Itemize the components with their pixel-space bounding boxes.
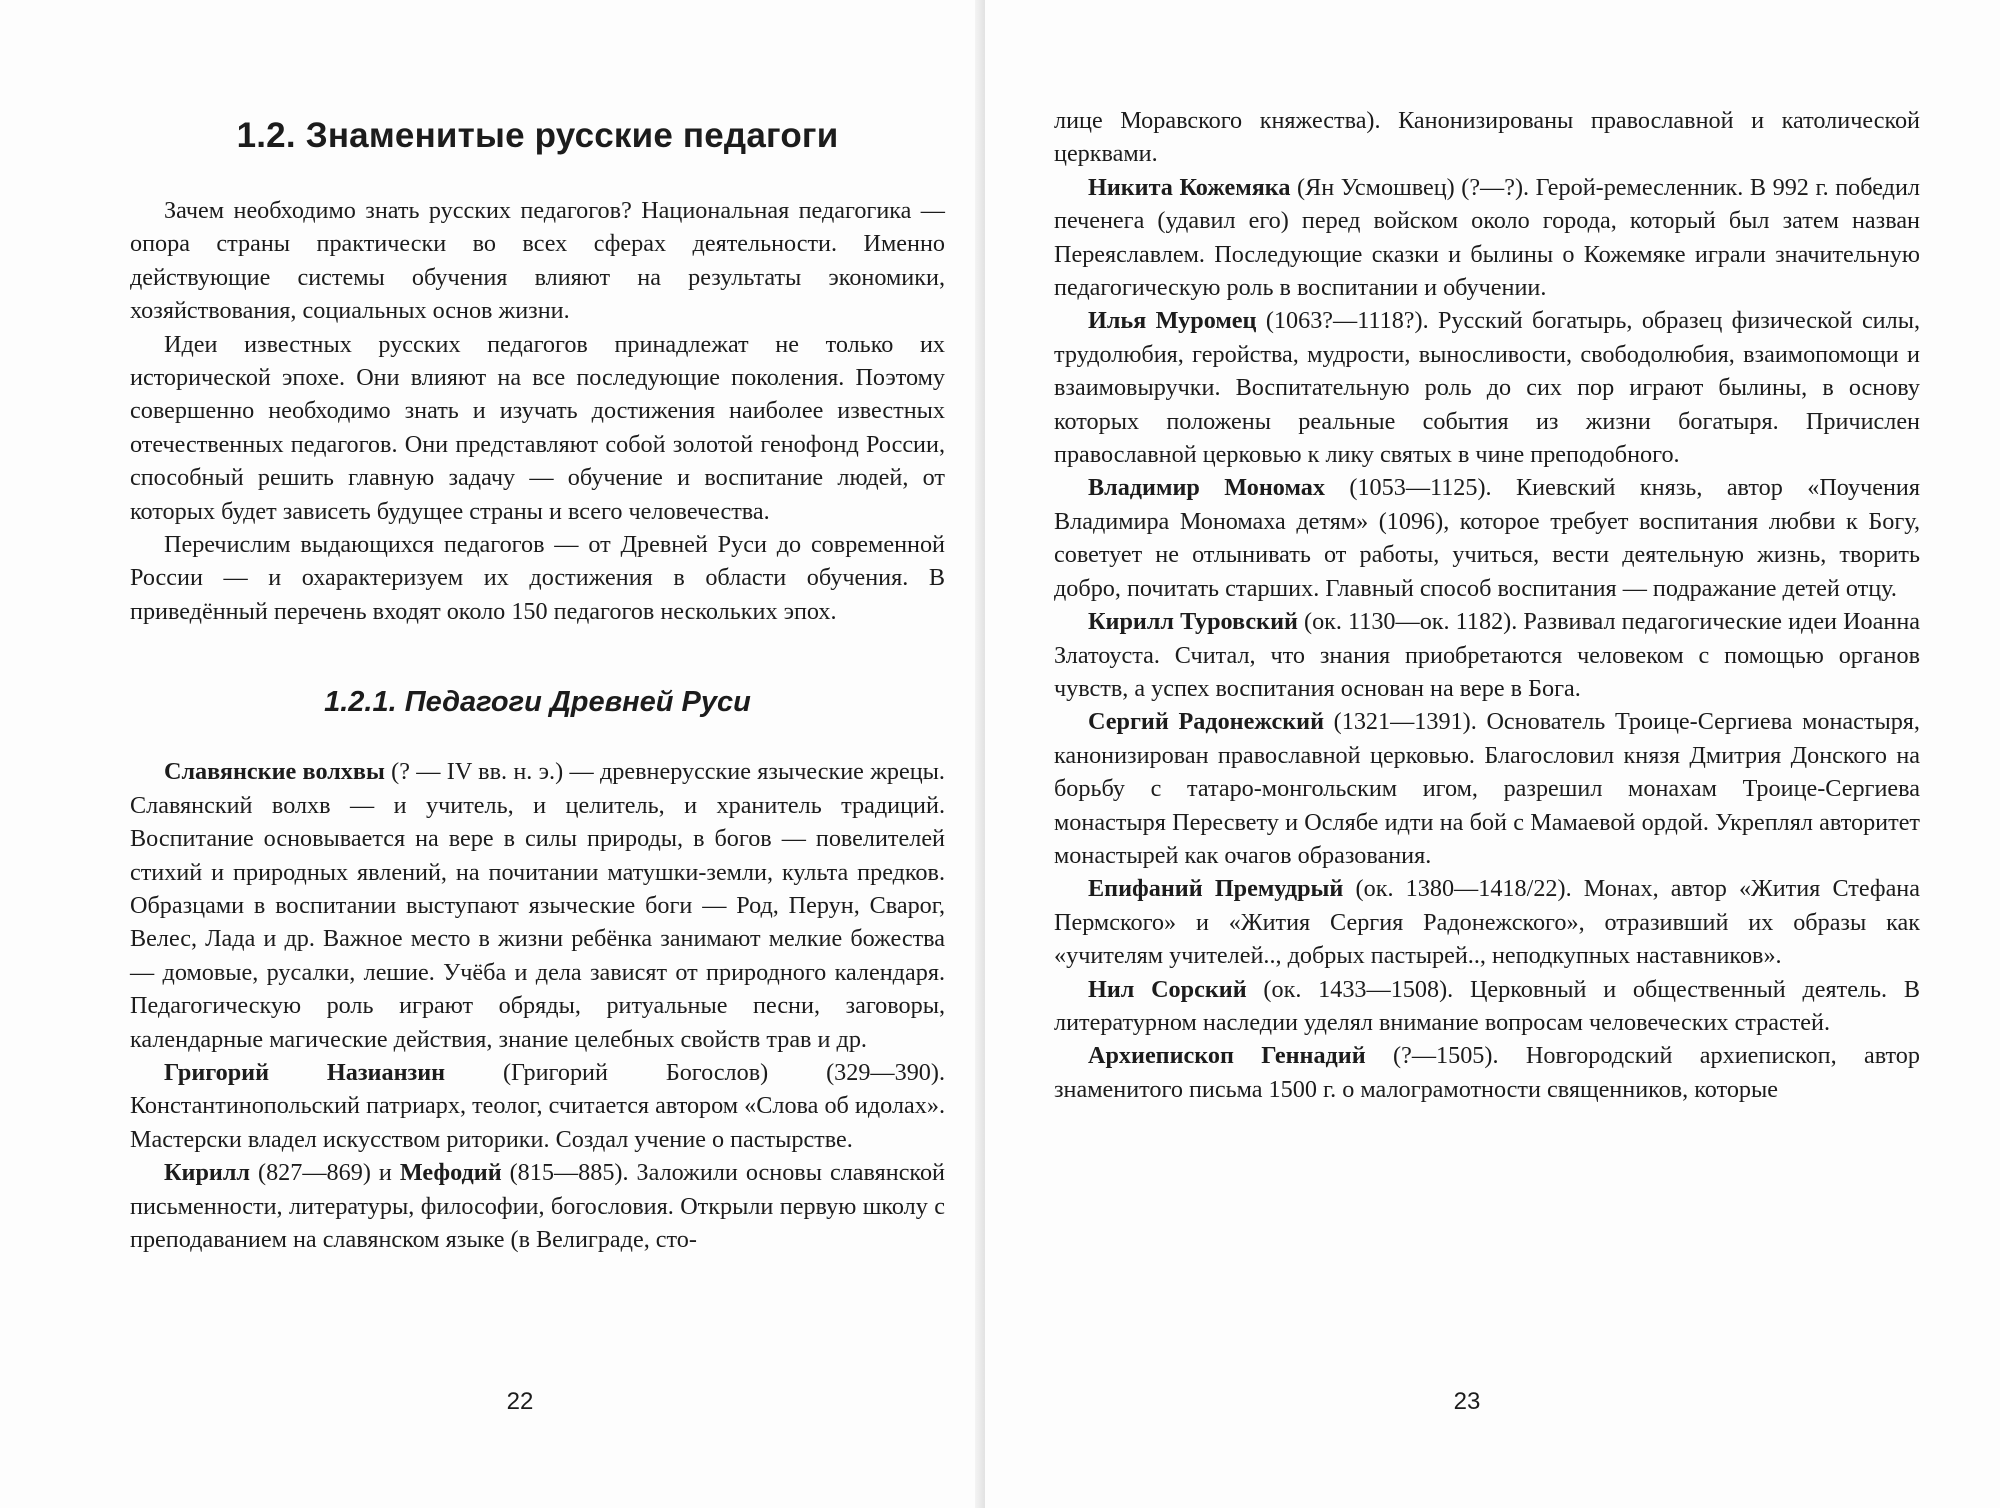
entry-text: (ок. 1433—1508). Церковный и общественный деятель. В литературном наследии уделял внимание вопросам человеческих страстей. (1054, 975, 1920, 1036)
entry-name: Григорий Назианзин (164, 1058, 446, 1086)
entry-text: (?—1505). Новгородский архиепископ, автор знаменитого письма 1500 г. о малограмотности священников, которые (1054, 1042, 1920, 1103)
entry-paragraph (1054, 605, 1920, 705)
entry-paragraph (1054, 1039, 1920, 1106)
entry-paragraph (1054, 304, 1920, 471)
entry-text: (ок. 1380—1418/22). Монах, автор «Жития Стефана Пермского» и «Жития Сергия Радонежского», отразивший их образы как «учителям учителей.., добрых пастырей.., неподкупных наставников». (1054, 875, 1920, 970)
entry-name: Илья Муромец (1088, 307, 1257, 335)
entry-name: Нил Сорский (1088, 975, 1247, 1003)
entry-text: (827—869) и (250, 1159, 400, 1187)
entry-name: Славянские волхвы (164, 758, 385, 786)
entry-paragraph (1054, 171, 1920, 305)
entry-text: (1321—1391). Основатель Троице-Сергиева монастыря, канонизирован православной церковью. Благословил князя Дмитрия Донского на борьбу с татаро-монгольским игом, разрешил монахам Троице-Сергиева монастыря Пересвету и Ослябе идти на бой с Мамаевой ордой. Укреплял авторитет монастырей как очагов образования. (1054, 708, 1920, 869)
continuation-paragraph: лице Моравского княжества). Канонизированы православной и католической церквами. (1054, 107, 1920, 168)
entry-name: Никита Кожемяка (1088, 173, 1291, 201)
intro-paragraph: Перечислим выдающихся педагогов — от Древней Руси до современной России — и охарактеризуем их достижения в области обучения. В приведённый перечень входят около 150 педагогов нескольких эпох. (130, 531, 945, 625)
entry-paragraph (1054, 872, 1920, 972)
page-number: 22 (506, 1388, 534, 1415)
intro-paragraph: Зачем необходимо знать русских педагогов? Национальная педагогика — опора страны практически во всех сферах деятельности. Именно действующие системы обучения влияют на результаты экономики, хозяйствования, социальных основ жизни. (130, 197, 945, 325)
entry-text: (Ян Усмошвец) (?—?). Герой-ремесленник. В 992 г. победил печенега (удавил его) перед войском около города, который был затем назван Переяславлем. Последующие сказки и былины о Кожемяке играли значительную педагогическую роль в воспитании и обучении. (1054, 173, 1921, 302)
page-number: 23 (1453, 1388, 1481, 1415)
entry-text: (ок. 1130—ок. 1182). Развивал педагогические идеи Иоанна Златоуста. Считал, что знания приобретаются человеком с помощью органов чувств, а успех воспитания основан на вере в Бога. (1054, 608, 1920, 702)
entry-paragraph (130, 1056, 945, 1156)
entry-name: Мефодий (399, 1159, 502, 1187)
entry-paragraph (1054, 705, 1920, 872)
section-heading: 1.2. Знаменитые русские педагоги (236, 116, 839, 155)
intro-paragraph: Идеи известных русских педагогов принадлежат не только их исторической эпохе. Они влияют на все последующие поколения. Поэтому совершенно необходимо знать и изучать достижения наиболее известных отечественных педагогов. Они представляют собой золотой генофонд России, способный решить главную задачу — обучение и воспитание людей, от которых будет зависеть будущее страны и всего человечества. (130, 330, 945, 525)
entry-text: (? — IV вв. н. э.) — древнерусские языческие жрецы. Славянский волхв — и учитель, и целитель, и хранитель традиций. Воспитание основывается на вере в силы природы, в богов — повелителей стихий и природных явлений, на почитании матушки-земли, культа предков. Образцами в воспитании выступают языческие боги — Род, Перун, Сварог, Велес, Лада и др. Важное место в жизни ребёнка занимают мелкие божества — домовые, русалки, лешие. Учёба и дела зависят от природного календаря. Педагогическую роль играют обряды, ритуальные песни, заговоры, календарные магические действия, знание целебных свойств трав и др. (130, 758, 945, 1053)
entry-paragraph (130, 755, 945, 1056)
entry-paragraph (1054, 973, 1920, 1040)
entry-name: Сергий Радонежский (1088, 708, 1324, 736)
entry-name: Кирилл Туровский (1088, 608, 1298, 636)
entry-text: (815—885). Заложили основы славянской письменности, литературы, философии, богословия. Открыли первую школу с преподаванием на славянском языке (в Велиграде, сто- (130, 1159, 945, 1253)
left-page (0, 0, 985, 1508)
subsection-heading: 1.2.1. Педагоги Древней Руси (324, 686, 751, 719)
entry-text: (Григорий Богослов) (329—390). Константинопольский патриарх, теолог, считается автором «Слова об идолах». Мастерски владел искусством риторики. Создал учение о пастырстве. (130, 1058, 945, 1153)
entry-name: Епифаний Премудрый (1088, 875, 1344, 903)
entry-name: Кирилл (164, 1159, 251, 1187)
entry-paragraph (130, 1156, 945, 1256)
entry-name: Владимир Мономах (1088, 474, 1325, 502)
entry-text: (1063?—1118?). Русский богатырь, образец физической силы, трудолюбия, геройства, мудрости, выносливости, свободолюбия, взаимопомощи и взаимовыручки. Воспитательную роль до сих пор играют былины, в основу которых положены реальные события из жизни богатыря. Причислен православной церковью к лику святых в чине преподобного. (1054, 307, 1920, 469)
entry-paragraph (1054, 471, 1920, 605)
right-page (985, 0, 2000, 1508)
entry-text: (1053—1125). Киевский князь, автор «Поучения Владимира Мономаха детям» (1096), которое требует воспитания любви к Богу, советует не отлынивать от работы, учиться, вести деятельную жизнь, творить добро, почитать старших. Главный способ воспитания — подражание детей отцу. (1054, 474, 1920, 602)
entry-name: Архиепископ Геннадий (1088, 1042, 1366, 1070)
